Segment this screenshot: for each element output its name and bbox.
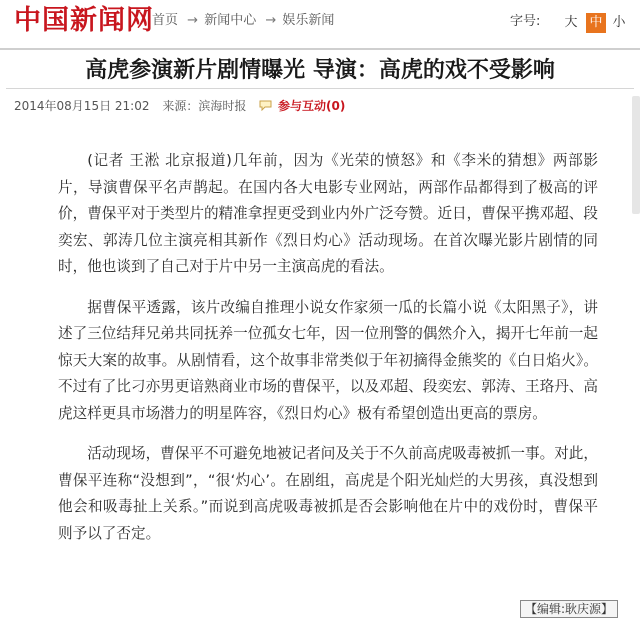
- comment-label[interactable]: 参与互动: [277, 99, 326, 113]
- font-size-large-button[interactable]: 大: [564, 15, 578, 30]
- comment-link[interactable]: [259, 99, 345, 113]
- breadcrumb-separator: →: [187, 13, 199, 28]
- comment-bubble-icon: [259, 100, 272, 111]
- article-title: 高虎参演新片剧情曝光 导演：高虎的戏不受影响: [85, 58, 555, 83]
- article-paragraph: (记者 王淞 北京报道)几年前，因为《光荣的愤怒》和《李米的猜想》两部影片，导演曹保平名声鹊起。在国内各大电影专业网站，两部作品都得到了极高的评价，曹保平对于类型片的精准拿捏更受到业内外广泛夸赞。近日，曹保平携邓超、段奕宏、郭涛几位主演亮相其新作《烈日灼心》活动现场。在首次曝光影片剧情的同时，他也谈到了自己对于片中另一主演高虎的看法。: [58, 152, 598, 275]
- article-body: [58, 148, 598, 561]
- publish-date: 2014年08月15日 21:02: [14, 99, 150, 113]
- header-divider: [0, 48, 640, 50]
- title-divider: [6, 88, 634, 89]
- breadcrumb-home[interactable]: 首页: [152, 13, 179, 28]
- comment-count[interactable]: (0): [326, 99, 346, 113]
- breadcrumb-separator: →: [265, 13, 277, 28]
- breadcrumb-news-center[interactable]: 新闻中心: [204, 13, 257, 28]
- scrollbar[interactable]: [632, 96, 640, 214]
- font-size-small-button[interactable]: 小: [612, 15, 626, 30]
- breadcrumb: [152, 12, 337, 30]
- article-paragraph: 据曹保平透露，该片改编自推理小说女作家须一瓜的长篇小说《太阳黑子》，讲述了三位结拜兄弟共同抚养一位孤女七年，因一位刑警的偶然介入，揭开七年前一起惊天大案的故事。从剧情看，这个故事非常类似于年初摘得金熊奖的《白日焰火》。不过有了比刁亦男更谙熟商业市场的曹保平，以及邓超、段奕宏、郭涛、王珞丹、高虎这样更具市场潜力的明星阵容，《烈日灼心》极有希望创造出更高的票房。: [58, 298, 598, 422]
- editor-credit: 【编辑:耿庆源】: [520, 600, 618, 618]
- title-area: [6, 52, 634, 88]
- article-paragraph: 活动现场，曹保平不可避免地被记者问及关于不久前高虎吸毒被抓一事。对此，曹保平连称“没想到”，“很‘灼心’。在剧组，高虎是个阳光灿烂的大男孩，真没想到他会和吸毒扯上关系。”而说到高虎吸毒被抓是否会影响他在片中的戏份时，曹保平则予以了否定。: [58, 445, 598, 542]
- site-header: [0, 0, 640, 50]
- font-size-label: 字号:: [510, 14, 541, 29]
- article-source: 来源：滨海时报: [162, 99, 247, 113]
- article-meta: [14, 97, 345, 115]
- site-logo[interactable]: 中国新闻网: [14, 5, 154, 36]
- breadcrumb-entertainment[interactable]: 娱乐新闻: [282, 13, 335, 28]
- font-size-medium-button[interactable]: 中: [586, 13, 606, 33]
